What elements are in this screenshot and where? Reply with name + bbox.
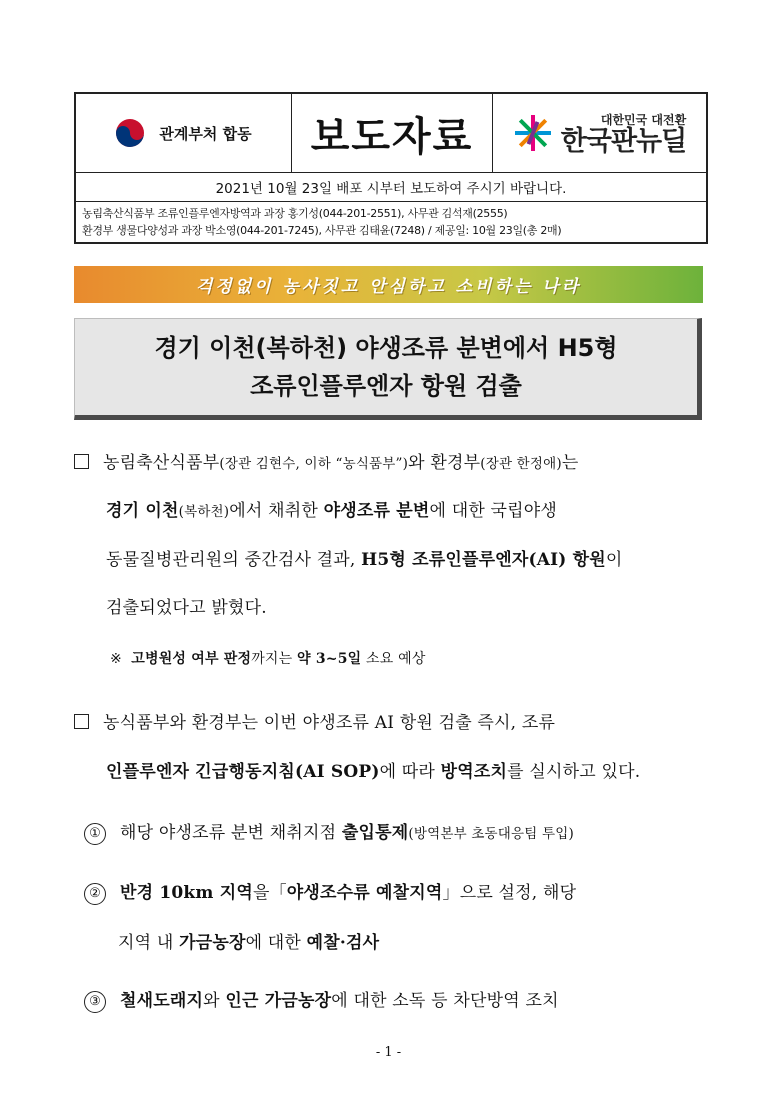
paragraph-1-line-2: 경기 이천(복하천)에서 채취한 야생조류 분변에 대한 국립야생: [106, 501, 558, 521]
title-cell: [292, 94, 493, 172]
paragraph-2-line-1: 농식품부와 환경부는 이번 야생조류 AI 항원 검출 즉시, 조류: [74, 708, 555, 733]
headline-box: [74, 318, 702, 420]
list-item-2-line-1: ② 반경 10km 지역을「야생조수류 예찰지역」으로 설정, 해당: [84, 878, 576, 905]
checkbox-bullet-icon: [74, 454, 89, 469]
list-item-1: ① 해당 야생조류 분변 채취지점 출입통제(방역본부 초동대응팀 투입): [84, 818, 574, 845]
document-title: 보도자료: [310, 113, 474, 160]
list-item-3: ③ 철새도래지와 인근 가금농장에 대한 소독 등 차단방역 조치: [84, 986, 559, 1013]
press-release-header: [74, 92, 708, 244]
paragraph-2-line-2: 인플루엔자 긴급행동지침(AI SOP)에 따라 방역조치를 실시하고 있다.: [106, 762, 641, 782]
list-number-3: ③: [84, 991, 106, 1013]
contact-info: [76, 202, 706, 242]
department-label: 관계부처 합동: [159, 124, 252, 143]
list-number-2: ②: [84, 883, 106, 905]
government-emblem-icon: [115, 118, 145, 148]
paragraph-1-line-4: 검출되었다고 밝혔다.: [106, 598, 267, 618]
slogan-banner: [74, 266, 703, 303]
headline-line-1: 경기 이천(복하천) 야생조류 분변에서 H5형: [154, 334, 618, 362]
slogan-text: 걱정없이 농사짓고 안심하고 소비하는 나라: [195, 277, 582, 297]
new-deal-logo: [493, 94, 706, 172]
contact-line-1: 농림축산식품부 조류인플루엔자방역과 과장 홍기성(044-201-2551), 사무관 김석재(2555): [82, 207, 508, 220]
header-top-row: [76, 94, 706, 173]
paragraph-1-line-1: 농림축산식품부(장관 김현수, 이하 “농식품부”)와 환경부(장관 한정애)는: [74, 448, 579, 473]
list-item-2-line-2: 지역 내 가금농장에 대한 예찰·검사: [118, 933, 380, 953]
page-number: - 1 -: [375, 1045, 402, 1060]
department-cell: [76, 94, 292, 172]
list-number-1: ①: [84, 823, 106, 845]
checkbox-bullet-icon: [74, 714, 89, 729]
headline-line-2: 조류인플루엔자 항원 검출: [250, 372, 522, 400]
note-line: ※ 고병원성 여부 판정까지는 약 3~5일 소요 예상: [110, 651, 426, 667]
contact-line-2: 환경부 생물다양성과 과장 박소영(044-201-7245), 사무관 김태윤(7248) / 제공일: 10월 23일(총 2매): [82, 224, 562, 237]
new-deal-logo-icon: [513, 113, 553, 153]
logo-subtitle: 대한민국 대전환: [600, 113, 687, 127]
logo-title: 한국판뉴딜: [560, 126, 687, 157]
paragraph-1-line-3: 동물질병관리원의 중간검사 결과, H5형 조류인플루엔자(AI) 항원이: [106, 550, 623, 570]
release-notice: 2021년 10월 23일 배포 시부터 보도하여 주시기 바랍니다.: [76, 173, 706, 202]
